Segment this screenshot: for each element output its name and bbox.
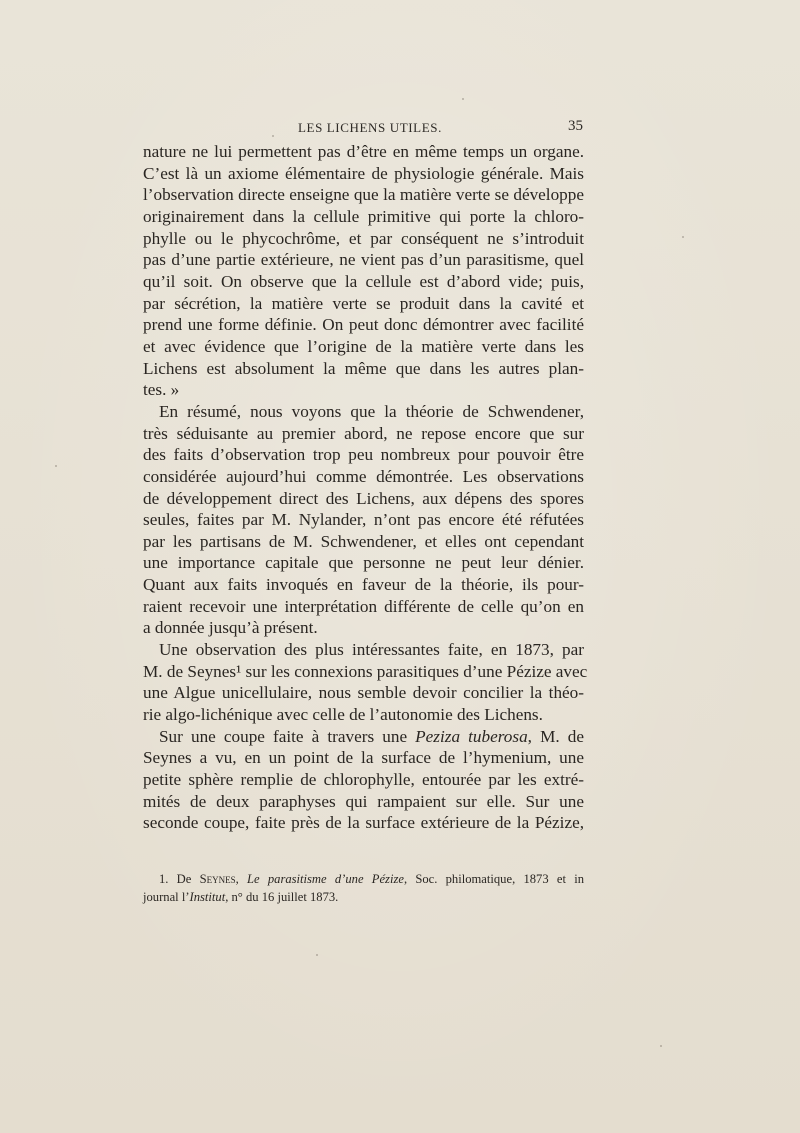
text-line: Quant aux faits invoqués en faveur de la théorie, ils pour- xyxy=(143,575,584,595)
text-line: par sécrétion, la matière verte se produit dans la cavité et xyxy=(143,293,584,313)
paper-speck xyxy=(55,465,57,467)
text-line: En résumé, nous voyons que la théorie de Schwendener, xyxy=(159,401,584,421)
paper-speck xyxy=(682,236,684,238)
page-number: 35 xyxy=(568,118,583,134)
text-line: très séduisante au premier abord, ne repose encore que sur xyxy=(143,423,584,443)
text-line: de développement direct des Lichens, aux dépens des spores xyxy=(143,488,584,508)
text-line: seconde coupe, faite près de la surface extérieure de la Pézize, xyxy=(143,813,584,833)
footnote-segment: , Soc. philomatique, 1873 et in xyxy=(403,872,584,886)
text-line: mités de deux paraphyses qui rampaient sur elle. Sur une xyxy=(143,791,584,811)
species-name: Peziza tuberosa xyxy=(415,726,528,746)
text-line: des faits d’observation trop peu nombreux pour pouvoir être xyxy=(143,445,584,465)
text-segment: , M. de xyxy=(527,726,584,746)
text-segment: Sur une coupe faite à travers une xyxy=(159,726,416,746)
text-line: prend une forme définie. On peut donc démontrer avec facilité xyxy=(143,315,584,335)
text-line: Seynes a vu, en un point de la surface de l’hymenium, une xyxy=(143,748,584,768)
paper-speck xyxy=(660,1045,662,1047)
text-line: petite sphère remplie de chlorophylle, entourée par les extré- xyxy=(143,770,584,790)
footnote-segment: journal l’ xyxy=(143,889,190,904)
text-line: une importance capitale que personne ne peut leur dénier. xyxy=(143,553,584,573)
text-line: tes. » xyxy=(143,380,180,400)
paper-speck xyxy=(272,135,274,137)
text-line: phylle ou le phycochrôme, et par conséquent ne s’introduit xyxy=(143,228,584,248)
page-header xyxy=(143,118,583,138)
text-line: nature ne lui permettent pas d’être en même temps un organe. xyxy=(143,142,584,161)
paper-speck xyxy=(316,954,318,956)
text-line: C’est là un axiome élémentaire de physiologie générale. Mais xyxy=(143,163,584,183)
footnote-journal: Institut xyxy=(189,889,226,904)
text-line: seules, faites par M. Nylander, n’ont pas encore été réfutées xyxy=(143,510,584,530)
text-line xyxy=(143,726,584,748)
footnote xyxy=(143,871,584,906)
footnote-segment: , xyxy=(235,872,248,886)
footnote-author: Seynes xyxy=(199,872,236,886)
text-line: M. de Seynes¹ sur les connexions parasitiques d’une Pézize avec xyxy=(143,661,588,681)
footnote-segment: , n° du 16 juillet 1873. xyxy=(225,889,339,904)
text-line: considérée aujourd’hui comme démontrée. Les observations xyxy=(143,466,584,486)
footnote-line xyxy=(143,871,584,889)
text-line: l’observation directe enseigne que la matière verte se développe xyxy=(143,185,584,205)
running-title: LES LICHENS UTILES. xyxy=(298,120,442,135)
text-line: pas d’une partie extérieure, ne vient pas d’un parasitisme, quel xyxy=(143,250,584,270)
body-text xyxy=(143,141,588,834)
text-line: rie algo-lichénique avec celle de l’autonomie des Lichens. xyxy=(143,705,543,725)
text-line: raient recevoir une interprétation différente de celle qu’on en xyxy=(143,596,584,616)
text-line: une Algue unicellulaire, nous semble devoir concilier la théo- xyxy=(143,683,584,703)
text-line: et avec évidence que l’origine de la matière verte dans les xyxy=(143,336,584,356)
text-line: originairement dans la cellule primitive qui porte la chloro- xyxy=(143,206,584,226)
paper-speck xyxy=(462,98,464,100)
text-line: qu’il soit. On observe que la cellule est d’abord vide; puis, xyxy=(143,271,584,291)
text-line: par les partisans de M. Schwendener, et elles ont cependant xyxy=(143,531,584,551)
footnote-line xyxy=(143,889,584,907)
footnote-segment: 1. De xyxy=(159,872,200,886)
text-line: Lichens est absolument la même que dans les autres plan- xyxy=(143,358,584,378)
footnote-title: Le parasitisme d’une Pézize xyxy=(247,872,404,886)
text-line: a donnée jusqu’à présent. xyxy=(143,618,318,638)
text-line: Une observation des plus intéressantes faite, en 1873, par xyxy=(159,640,584,660)
